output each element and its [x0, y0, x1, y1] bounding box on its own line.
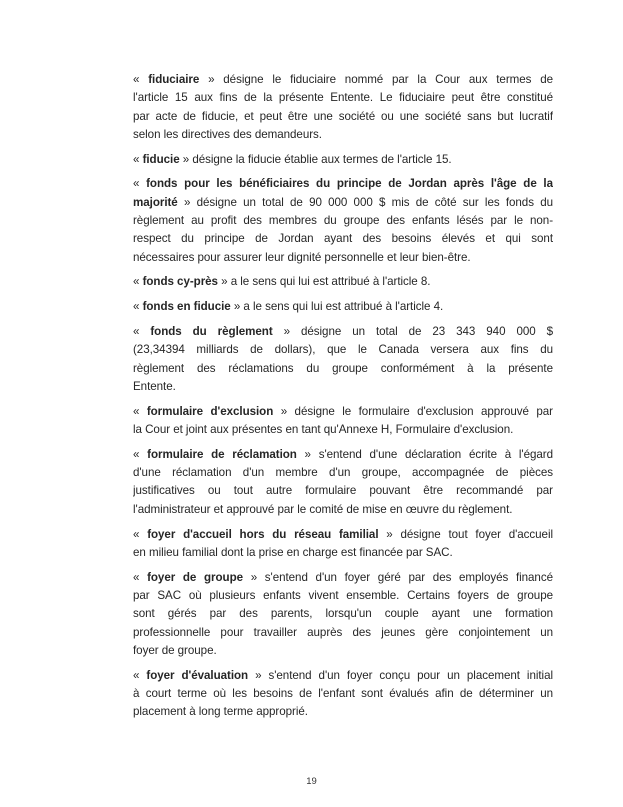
text-segment: l'administrateur et approuvé par le comité de mise en œuvre du règlement.: [133, 502, 513, 516]
text-segment: règlement des réclamations du groupe conformément à la présente: [133, 361, 553, 375]
defined-term: foyer d'accueil hors du réseau familial: [147, 527, 379, 541]
text-segment: » désigne tout foyer d'accueil: [378, 527, 553, 541]
text-segment: respect du principe de Jordan ayant des besoins élevés et qui sont: [133, 232, 553, 246]
text-line: [133, 360, 553, 378]
text-line: [133, 151, 553, 169]
text-segment: » a le sens qui lui est attribué à l'article 4.: [230, 300, 444, 314]
text-segment: » s'entend d'un foyer géré par des employés financé: [243, 570, 553, 584]
text-segment: «: [133, 152, 143, 166]
text-segment: placement à long terme approprié.: [133, 705, 308, 719]
text-segment: «: [133, 73, 149, 86]
text-line: [133, 685, 553, 703]
text-line: [133, 71, 553, 89]
text-segment: » désigne un total de 23 343 940 000 $: [272, 325, 553, 339]
text-line: [133, 526, 553, 544]
defined-term: fonds en fiducie: [142, 300, 231, 314]
text-line: [133, 230, 553, 248]
text-segment: » s'entend d'une déclaration écrite à l'égard: [296, 447, 553, 461]
text-line: [133, 446, 553, 464]
text-line: [133, 605, 553, 623]
text-segment: » désigne le fiduciaire nommé par la Cour aux termes de: [199, 73, 553, 86]
paragraph: [133, 151, 553, 169]
text-block: [133, 71, 553, 728]
text-line: [133, 544, 553, 562]
text-line: [133, 667, 553, 685]
text-line: [133, 108, 553, 126]
text-line: [133, 273, 553, 291]
text-segment: «: [133, 275, 143, 289]
text-line: [133, 421, 553, 439]
text-line: [133, 323, 553, 341]
text-line: [133, 89, 553, 107]
text-segment: » a le sens qui lui est attribué à l'article 8.: [217, 275, 431, 289]
text-segment: Entente.: [133, 379, 176, 393]
text-line: [133, 501, 553, 519]
paragraph: [133, 273, 553, 291]
text-segment: d'une réclamation d'un membre d'un groupe, accompagnée de pièces: [133, 466, 553, 480]
text-segment: «: [133, 300, 143, 314]
text-segment: règlement au profit des membres du groupe des enfants lésés par le non-: [133, 214, 553, 228]
text-line: [133, 569, 553, 587]
defined-term: fiducie: [142, 152, 180, 166]
text-segment: selon les directives des demandeurs.: [133, 127, 322, 141]
defined-term: fonds pour les bénéficiaires du principe de Jordan après l'âge de la: [146, 177, 553, 191]
text-line: [133, 703, 553, 721]
text-segment: professionnelle pour travailler auprès des jeunes gère conjointement un: [133, 625, 553, 639]
text-segment: «: [133, 527, 148, 541]
paragraph: [133, 403, 553, 440]
defined-term: foyer de groupe: [147, 570, 243, 584]
text-segment: en milieu familial dont la prise en charge est financée par SAC.: [133, 545, 453, 559]
text-segment: par acte de fiducie, et peut être une société ou une société sans but lucratif: [133, 109, 553, 123]
defined-term: fonds du règlement: [150, 325, 273, 339]
text-line: [133, 249, 553, 267]
paragraph: [133, 569, 553, 660]
text-segment: «: [133, 404, 147, 418]
paragraph: [133, 667, 553, 722]
paragraph: [133, 526, 553, 563]
text-segment: «: [133, 177, 147, 191]
paragraph: [133, 71, 553, 144]
text-line: [133, 126, 553, 144]
defined-term: majorité: [133, 195, 178, 209]
text-segment: (23,34394 milliards de dollars), que le Canada versera aux fins du: [133, 343, 553, 357]
text-segment: «: [133, 447, 148, 461]
defined-term: fonds cy-près: [142, 275, 218, 289]
text-segment: la Cour et joint aux présentes en tant qu'Annexe H, Formulaire d'exclusion.: [133, 423, 514, 437]
defined-term: formulaire d'exclusion: [146, 404, 274, 418]
text-line: [133, 587, 553, 605]
text-line: [133, 378, 553, 396]
text-line: [133, 212, 553, 230]
text-line: [133, 464, 553, 482]
text-segment: à court terme où les besoins de l'enfant sont évalués afin de déterminer un: [133, 686, 553, 700]
paragraph: [133, 323, 553, 396]
page-number: 19: [306, 776, 317, 787]
defined-term: fiduciaire: [148, 73, 200, 86]
text-line: [133, 298, 553, 316]
text-segment: » désigne la fiducie établie aux termes de l'article 15.: [179, 152, 452, 166]
text-segment: justificatives ou tout autre formulaire pouvant être recommandé par: [133, 484, 553, 498]
defined-term: formulaire de réclamation: [147, 447, 297, 461]
defined-term: foyer d'évaluation: [146, 668, 249, 682]
text-line: [133, 175, 553, 193]
text-segment: «: [133, 570, 148, 584]
text-line: [133, 624, 553, 642]
text-segment: «: [133, 325, 151, 339]
text-segment: sont gérés par des parents, lorsqu'un couple ayant une formation: [133, 607, 553, 621]
text-segment: par SAC où plusieurs enfants vivent ensemble. Certains foyers de groupe: [133, 588, 553, 602]
text-segment: » désigne un total de 90 000 000 $ mis de côté sur les fonds du: [177, 195, 553, 209]
text-segment: l'article 15 aux fins de la présente Entente. Le fiduciaire peut être constitué: [133, 91, 553, 105]
text-segment: nécessaires pour assurer leur dignité personnelle et leur bien-être.: [133, 250, 471, 264]
text-line: [133, 341, 553, 359]
text-segment: foyer de groupe.: [133, 643, 217, 657]
paragraph: [133, 298, 553, 316]
text-line: [133, 642, 553, 660]
text-segment: » s'entend d'un foyer conçu pour un placement initial: [248, 668, 553, 682]
text-line: [133, 403, 553, 421]
text-segment: » désigne le formulaire d'exclusion approuvé par: [273, 404, 553, 418]
text-line: [133, 194, 553, 212]
paragraph: [133, 446, 553, 519]
text-line: [133, 482, 553, 500]
text-segment: «: [133, 668, 147, 682]
paragraph: [133, 175, 553, 266]
